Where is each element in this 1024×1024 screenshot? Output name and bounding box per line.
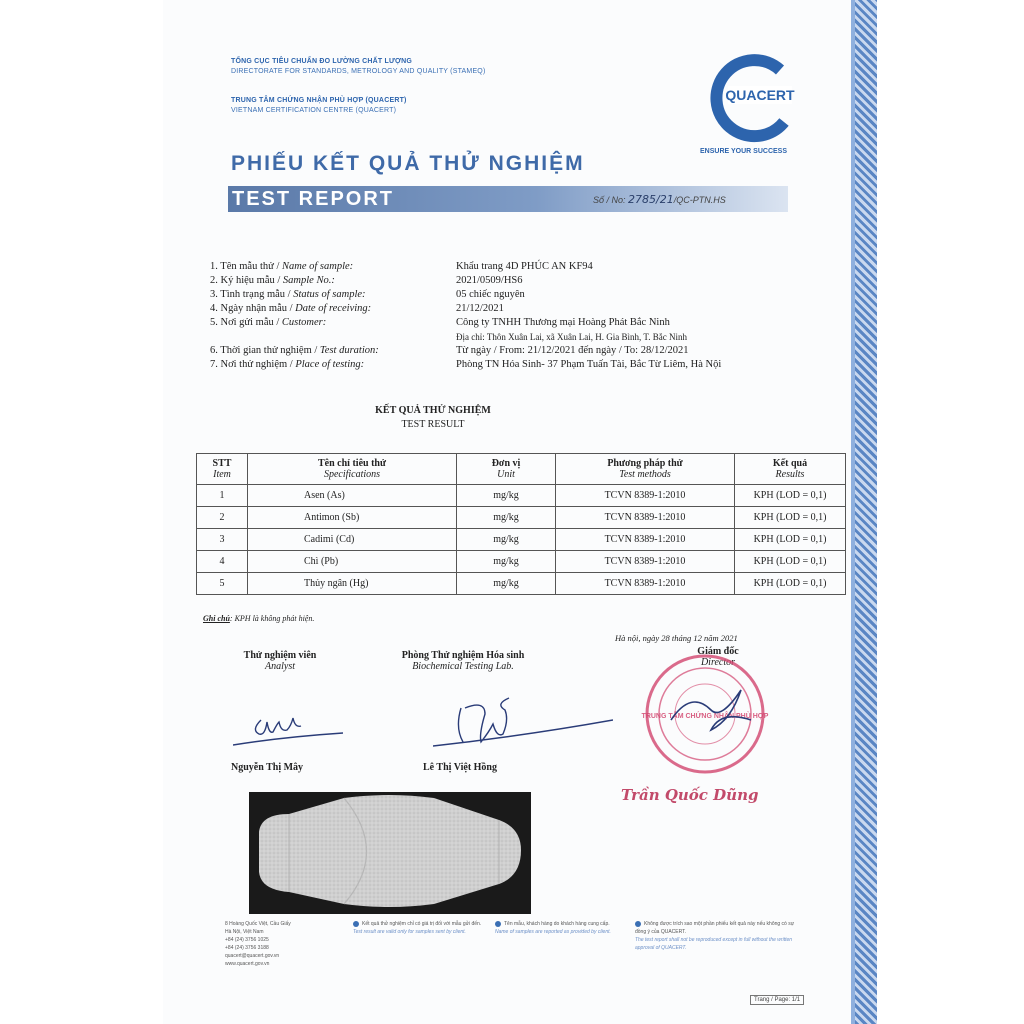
header-unit: Đơn vị Unit <box>457 454 556 485</box>
header-test-methods: Phương pháp thử Test methods <box>556 454 735 485</box>
analyst-role-en: Analyst <box>265 661 295 672</box>
page-number: Trang / Page: 1/1 <box>750 995 804 1005</box>
results-table <box>196 453 846 595</box>
info-value: Phòng TN Hóa Sinh- 37 Phạm Tuấn Tài, Bắc Từ Liêm, Hà Nội <box>456 359 722 370</box>
lab-role-en: Biochemical Testing Lab. <box>412 661 514 672</box>
header-results: Kết quả Results <box>735 454 846 485</box>
footer-note-2: Tên mẫu, khách hàng do khách hàng cung cấp. Name of samples are reported as provided by client. <box>495 921 611 935</box>
table-row: 5 Thủy ngân (Hg) mg/kg TCVN 8389-1:2010 KPH (LOD = 0,1) <box>197 573 846 595</box>
results-title-en: TEST RESULT <box>401 419 465 430</box>
page-border-pattern <box>855 0 877 1024</box>
org1-vn: TỔNG CỤC TIÊU CHUẨN ĐO LƯỜNG CHẤT LƯỢNG <box>231 58 413 65</box>
sample-mask-photo <box>249 792 531 914</box>
org2-vn: TRUNG TÂM CHỨNG NHẬN PHÙ HỢP (QUACERT) <box>231 97 407 104</box>
report-number-label: Số / No: <box>593 195 626 205</box>
results-title-vn: KẾT QUẢ THỬ NGHIỆM <box>375 405 491 416</box>
director-role: Giám đốc <box>697 646 739 657</box>
official-stamp <box>641 650 769 778</box>
report-number-suffix: /QC-PTN.HS <box>673 195 726 205</box>
analyst-name: Nguyễn Thị Mây <box>231 762 304 773</box>
title-vn: PHIẾU KẾT QUẢ THỬ NGHIỆM <box>231 152 585 175</box>
document-page: TỔNG CỤC TIÊU CHUẨN ĐO LƯỜNG CHẤT LƯỢNG DIRECTORATE FOR STANDARDS, METROLOGY AND QUALITY (STAMEQ) TRUNG TÂM CHỨNG NHẬN PHÙ HỢP (QUACERT) VIETNAM CERTIFICATION CENTRE (QUACERT) QUACERT ENSURE YOUR SUCCESS PHIẾU KẾT QUẢ THỬ NGHIỆM TEST REPORT Số / No: 2785/21/QC-PTN.HS 1. Tên mẫu thử / Name of sample: Khẩu trang 4D PHÚC AN KF94 2. Ký hiệu mẫu / Sample No.: 2021/0509/HS6 3. Tình trạng mẫu / Status of sample: 05 chiếc nguyên 4. Ngày nhận mẫu / Date of receiving: 21/12/2021 5. Nơi gửi mẫu / Customer: Công ty TNHH Thương mại Hoàng Phát Bắc Ninh Địa chỉ: Thôn Xuân Lai, xã Xuân Lai, H. Gia Bình, T. Bắc Ninh 6. Thời gian thử nghiệm / Test duration: Từ ngày / From: 21/12/2021 đến ngày / To: 28/12/2021 7. Nơi thử nghiệm / Place of testing: Phòng TN Hóa Sinh- 37 Phạm Tuấn Tài, Bắc Từ Liêm, Hà Nội KẾT QUẢ THỬ NGHIỆM TEST RESULT STT Item Tên chỉ tiêu thử Specifications Đơn vị Unit Phương pháp thử Test methods Kết quả Results 1 Asen (As) mg/kg TCVN 8389-1:2010 KPH (LOD = 0,1) 2 Antimon (Sb) mg/kg TCVN 8389-1:2010 KPH (LOD = 0,1) 3 Cadimi (Cd) mg/kg TCVN 8389-1:2010 KPH (LOD = 0,1) 4 Chì (Pb) mg/kg TCVN 8389-1:2010 KPH (LOD = 0,1) 5 Thủy ngân (Hg) mg/kg TCVN 8389-1:2010 KPH (LOD = 0,1) Ghi chú: KPH là không phát hiện. Hà nội, ngày 28 tháng 12 năm 2021 Thử nghiệm viên Analyst Nguyễn Thị Mây Phòng Thử nghiệm Hóa sinh Biochemical Testing Lab. Lê Thị Việt Hồng Giám đốc Director TRUNG TÂM CHỨNG NHẬN PHÙ HỢP Trần Quốc Dũng 8 Hoàng Quốc Việt, Cầu Giấy Hà Nội, Việt Nam +84 (24) 3756 1025 +84 (24) 3756 3188 quacert@quacert.gov.vn www.quacert.gov.vn Kết quả thử nghiệm chỉ có giá trị đối với mẫu gửi đến. Test result are valid only for samples sent by client. Tên mẫu, khách hàng do khách hàng cung cấp. Name of samples are reported as provided by client. Không được trích sao một phần phiếu kết quả này nếu không có sự đồng ý của QUACERT. The test report shall not be reproduced except in full without the written approval of QUACERT. Trang / Page: 1/1 <box>163 0 877 1024</box>
lab-role: Phòng Thử nghiệm Hóa sinh <box>401 650 525 661</box>
note-text: : KPH là không phát hiện. <box>229 614 315 623</box>
lab-signature <box>433 688 613 758</box>
info-value: Địa chỉ: Thôn Xuân Lai, xã Xuân Lai, H. Gia Bình, T. Bắc Ninh <box>456 332 687 342</box>
lab-name: Lê Thị Việt Hồng <box>423 762 497 773</box>
info-bullet-icon <box>495 921 501 927</box>
slogan: ENSURE YOUR SUCCESS <box>700 148 788 155</box>
table-row: 4 Chì (Pb) mg/kg TCVN 8389-1:2010 KPH (LOD = 0,1) <box>197 551 846 573</box>
footer-note-1: Kết quả thử nghiệm chỉ có giá trị đối với mẫu gửi đến. Test result are valid only for samples sent by client. <box>353 921 482 935</box>
title-en: TEST REPORT <box>232 188 395 210</box>
quacert-logo <box>710 52 802 144</box>
footer-note-3: Không được trích sao một phần phiếu kết quả này nếu không có sự đồng ý của QUACERT. The test report shall not be reproduced except in full without the written approval of QUACERT. <box>635 921 795 951</box>
header-specifications: Tên chỉ tiêu thử Specifications <box>248 454 457 485</box>
org1-en: DIRECTORATE FOR STANDARDS, METROLOGY AND QUALITY (STAMEQ) <box>231 68 486 75</box>
info-value: Khẩu trang 4D PHÚC AN KF94 <box>456 261 593 272</box>
logo-text: QUACERT <box>725 87 795 103</box>
analyst-role: Thử nghiệm viên <box>243 650 317 661</box>
stamp-text: TRUNG TÂM CHỨNG NHẬN PHÙ HỢP <box>641 713 769 720</box>
table-row: 1 Asen (As) mg/kg TCVN 8389-1:2010 KPH (LOD = 0,1) <box>197 485 846 507</box>
table-row: 2 Antimon (Sb) mg/kg TCVN 8389-1:2010 KPH (LOD = 0,1) <box>197 507 846 529</box>
info-bullet-icon <box>635 921 641 927</box>
director-role-en: Director <box>700 657 736 668</box>
info-value: 21/12/2021 <box>456 303 504 314</box>
info-value: Công ty TNHH Thương mại Hoàng Phát Bắc Ninh <box>456 317 670 328</box>
lab-block <box>363 650 563 672</box>
info-bullet-icon <box>353 921 359 927</box>
kf94-mask-image <box>249 792 531 914</box>
report-number-value: 2785/21 <box>628 193 674 206</box>
info-value: 05 chiếc nguyên <box>456 289 525 300</box>
table-row: 3 Cadimi (Cd) mg/kg TCVN 8389-1:2010 KPH (LOD = 0,1) <box>197 529 846 551</box>
date-place: Hà nội, ngày 28 tháng 12 năm 2021 <box>615 633 738 643</box>
director-name: Trần Quốc Dũng <box>621 786 759 804</box>
org2-en: VIETNAM CERTIFICATION CENTRE (QUACERT) <box>231 107 397 114</box>
report-number <box>593 193 726 206</box>
analyst-block <box>215 650 345 672</box>
info-value: Từ ngày / From: 21/12/2021 đến ngày / To: 28/12/2021 <box>456 345 689 356</box>
table-note <box>203 614 314 623</box>
info-value: 2021/0509/HS6 <box>456 275 523 286</box>
note-label: Ghi chú <box>203 614 230 623</box>
analyst-signature <box>233 705 343 750</box>
results-header-row <box>197 454 846 485</box>
footer-address: 8 Hoàng Quốc Việt, Cầu Giấy Hà Nội, Việt Nam +84 (24) 3756 1025 +84 (24) 3756 3188 quacert@quacert.gov.vn www.quacert.gov.vn <box>225 921 291 967</box>
header-item: STT Item <box>197 454 248 485</box>
